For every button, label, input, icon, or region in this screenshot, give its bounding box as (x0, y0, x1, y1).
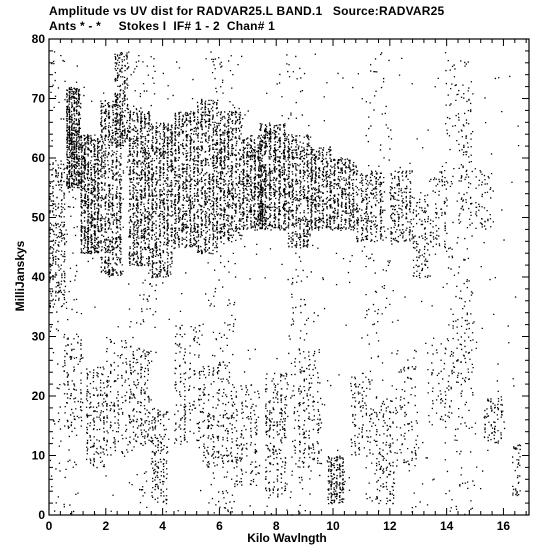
point-cluster (80, 134, 101, 254)
point-cluster (294, 348, 324, 467)
y-tick-label: 60 (31, 151, 45, 165)
x-tick-label: 6 (216, 519, 223, 533)
x-tick-label: 4 (159, 519, 166, 533)
point-cluster (231, 384, 260, 486)
point-cluster (129, 111, 153, 267)
point-cluster (197, 99, 221, 255)
y-tick-label: 0 (38, 508, 45, 522)
point-cluster (396, 350, 420, 467)
x-tick-label: 0 (45, 519, 53, 533)
x-tick-label: 2 (102, 519, 110, 533)
point-cluster (288, 134, 312, 248)
point-cluster (390, 170, 414, 242)
point-cluster (66, 87, 81, 189)
y-tick-label: 30 (31, 329, 45, 344)
point-cluster (265, 373, 289, 499)
point-cluster (512, 444, 521, 496)
point-cluster (63, 337, 83, 427)
x-axis-label: Kilo Wavlngth (247, 531, 327, 545)
point-cluster (327, 456, 345, 505)
point-cluster (475, 170, 492, 230)
point-cluster (242, 135, 266, 231)
point-cluster (174, 111, 198, 248)
y-tick-label: 10 (31, 448, 45, 463)
x-tick-label: 10 (326, 519, 340, 533)
point-cluster (430, 170, 448, 248)
x-tick-label: 8 (272, 519, 280, 533)
y-tick-label: 40 (31, 270, 45, 284)
y-axis-label: MilliJanskys (13, 240, 27, 312)
data-points (49, 51, 521, 516)
point-cluster (202, 361, 232, 468)
axes (32, 32, 529, 533)
point-cluster (484, 396, 505, 443)
chart-title-line1: Amplitude vs UV dist for RADVAR25.L BAND.1 Source:RADVAR25 (49, 4, 445, 18)
point-cluster (86, 367, 107, 469)
y-tick-label: 80 (31, 32, 45, 46)
point-cluster (350, 373, 374, 457)
point-cluster (452, 313, 474, 397)
x-tick-label: 14 (439, 519, 454, 533)
x-tick-label: 12 (383, 519, 397, 533)
y-tick-label: 20 (31, 389, 45, 403)
chart-title-line2: Ants * - * Stokes I IF# 1 - 2 Chan# 1 (49, 19, 275, 33)
x-tick-label: 16 (496, 519, 511, 533)
point-cluster (151, 408, 169, 504)
point-cluster (413, 194, 431, 278)
point-cluster (174, 325, 203, 445)
point-cluster (376, 396, 396, 504)
point-cluster (356, 170, 385, 242)
plot-frame (49, 39, 529, 515)
point-cluster (219, 111, 243, 243)
point-cluster (100, 99, 124, 277)
point-cluster (151, 122, 175, 278)
y-tick-label: 70 (31, 91, 45, 106)
scattered-points (49, 51, 519, 516)
point-cluster (333, 158, 357, 230)
point-cluster (106, 337, 130, 456)
point-cluster (259, 123, 288, 231)
y-tick-label: 50 (31, 210, 45, 225)
point-cluster (458, 87, 473, 228)
